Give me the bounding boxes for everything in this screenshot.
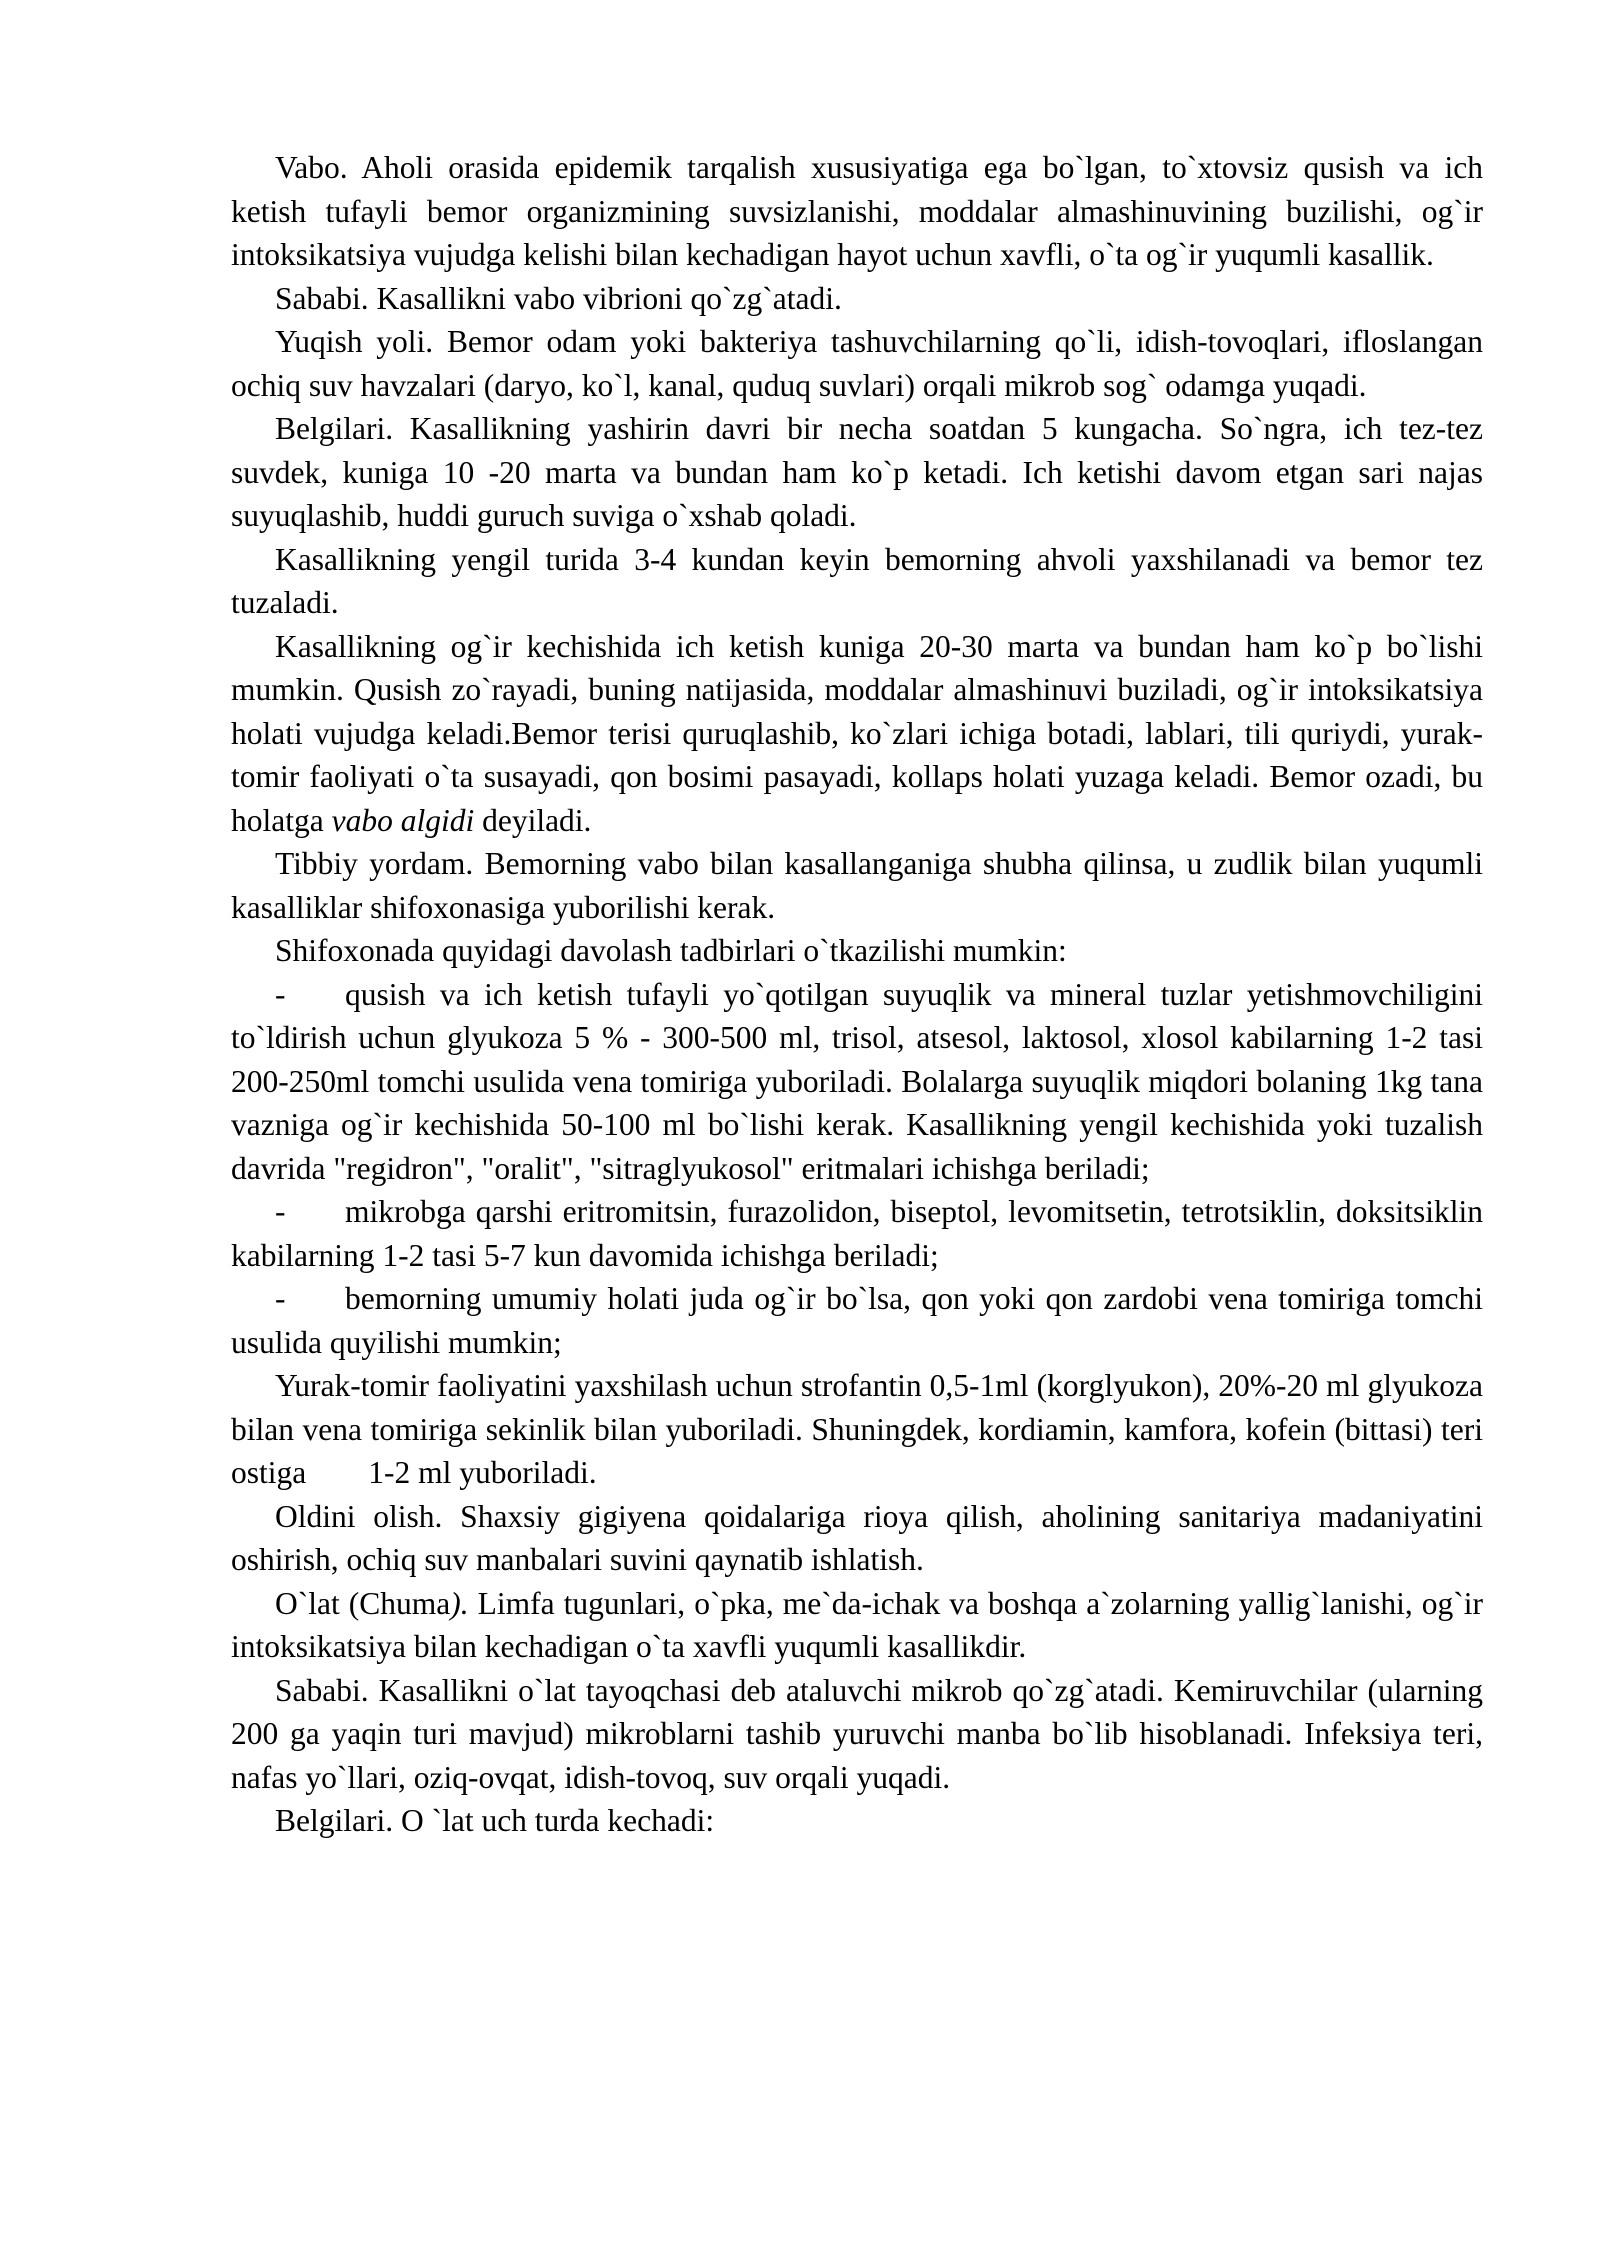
list-item-text: bemorning umumiy holati juda og`ir bo`lsa, qon yoki qon zardobi vena tomiriga tomchi usulida quyilishi mumkin; xyxy=(231,1281,1483,1360)
severe-course-end: deyiladi. xyxy=(474,802,592,838)
list-item xyxy=(231,973,1483,1191)
severe-course-text: Kasallikning og`ir kechishida ich ketish kuniga 20-30 marta va bundan ham ko`p bo`lishi mumkin. Qusish zo`rayadi, buning natijasida, moddalar almashinuvi buziladi, og`ir intoksikatsiya holati vujudga keladi.Bemor terisi quruqlashib, ko`zlari ichiga botadi, lablari, tili quriydi, yurak-tomir faoliyati o`ta susayadi, qon bosimi pasayadi, kollaps holati yuzaga keladi. Bemor ozadi, bu holatga xyxy=(231,628,1483,838)
list-dash: - xyxy=(275,976,286,1012)
list-item-text: mikrobga qarshi eritromitsin, furazolidon, biseptol, levomitsetin, tetrotsiklin, doksitsiklin kabilarning 1-2 tasi 5-7 kun davomida ichishga beriladi; xyxy=(231,1194,1483,1273)
list-item xyxy=(231,1277,1483,1364)
olat-title: O`lat (Chuma xyxy=(275,1585,451,1621)
paragraph-olat-symptoms: Belgilari. O `lat uch turda kechadi: xyxy=(275,1803,715,1838)
olat-definition-text: Limfa tugunlari, o`pka, me`da-ichak va boshqa a`zolarning yallig`lanishi, og`ir intoksikatsiya bilan kechadigan o`ta xavfli yuqumli kasallikdir. xyxy=(231,1585,1483,1664)
paragraph-vabo-transmission: Yuqish yoli. Bemor odam yoki bakteriya tashuvchilarning qo`li, idish-tovoqlari, ifloslangan ochiq suv havzalari (daryo, ko`l, kanal, quduq suvlari) orqali mikrob sog` odamga yuqadi. xyxy=(231,324,1483,403)
paragraph-vabo-mild-course: Kasallikning yengil turida 3-4 kundan keyin bemorning ahvoli yaxshilanadi va bemor tez tuzaladi. xyxy=(231,541,1483,620)
paragraph-vabo-severe-course xyxy=(231,625,1483,843)
paragraph-vabo-cause: Sababi. Kasallikni vabo vibrioni qo`zg`atadi. xyxy=(275,280,842,316)
paragraph-cardiac-support xyxy=(231,1364,1483,1495)
paragraph-vabo-medical-help: Tibbiy yordam. Bemorning vabo bilan kasallanganiga shubha qilinsa, u zudlik bilan yuqumli kasalliklar shifoxonasiga yuborilishi kerak. xyxy=(231,846,1483,925)
paragraph-vabo-prevention: Oldini olish. Shaxsiy gigiyena qoidalariga rioya qilish, aholining sanitariya madaniyatini oshirish, ochiq suv manbalari suvini qaynatib ishlatish. xyxy=(231,1498,1483,1577)
paragraph-hospital-treatment-intro: Shifoxonada quyidagi davolash tadbirlari o`tkazilishi mumkin: xyxy=(275,933,1067,968)
paragraph-vabo-symptoms: Belgilari. Kasallikning yashirin davri bir necha soatdan 5 kungacha. So`ngra, ich tez-tez suvdek, kuniga 10 -20 marta va bundan ham ko`p ketadi. Ich ketishi davom etgan sari najas suyuqlashib, huddi guruch suviga o`xshab qoladi. xyxy=(231,411,1483,533)
paragraph-olat-definition xyxy=(231,1582,1483,1669)
cardiac-support-text: Yurak-tomir faoliyatini yaxshilash uchun strofantin 0,5-1ml (korglyukon), 20%-20 ml glyukoza bilan vena tomiriga sekinlik bilan yuboriladi. Shuningdek, kordiamin, kamfora, kofein (bittasi) teri ostiga xyxy=(231,1368,1483,1490)
document-body xyxy=(231,146,1483,1843)
olat-title-close: ). xyxy=(450,1585,469,1621)
paragraph-vabo-definition: Vabo. Aholi orasida epidemik tarqalish xususiyatiga ega bo`lgan, to`xtovsiz qusish va ich ketish tufayli bemor organizmining suvsizlanishi, moddalar almashinuvining buzilishi, og`ir intoksikatsiya vujudga kelishi bilan kechadigan hayot uchun xavfli, o`ta og`ir yuqumli kasallik. xyxy=(231,150,1483,272)
vabo-algidi-term: vabo algidi xyxy=(331,802,475,838)
list-item xyxy=(231,1190,1483,1277)
list-dash: - xyxy=(275,1281,286,1316)
cardiac-support-end: 1-2 ml yuboriladi. xyxy=(368,1455,597,1490)
list-dash: - xyxy=(275,1194,286,1229)
list-item-text: qusish va ich ketish tufayli yo`qotilgan suyuqlik va mineral tuzlar yetishmovchiligini to`ldirish uchun glyukoza 5 % - 300-500 ml, trisol, atsesol, laktosol, xlosol kabilarning 1-2 tasi 200-250ml tomchi usulida vena tomiriga yuboriladi. Bolalarga suyuqlik miqdori bolaning 1kg tana vazniga og`ir kechishida 50-100 ml bo`lishi kerak. Kasallikning yengil kechishida yoki tuzalish davrida "regidron", "oralit", "sitraglyukosol" eritmalari ichishga beriladi; xyxy=(231,976,1483,1186)
paragraph-olat-cause: Sababi. Kasallikni o`lat tayoqchasi deb ataluvchi mikrob qo`zg`atadi. Kemiruvchilar (ularning 200 ga yaqin turi mavjud) mikroblarni tashib yuruvchi manba bo`lib hisoblanadi. Infeksiya teri, nafas yo`llari, oziq-ovqat, idish-tovoq, suv orqali yuqadi. xyxy=(231,1672,1483,1795)
